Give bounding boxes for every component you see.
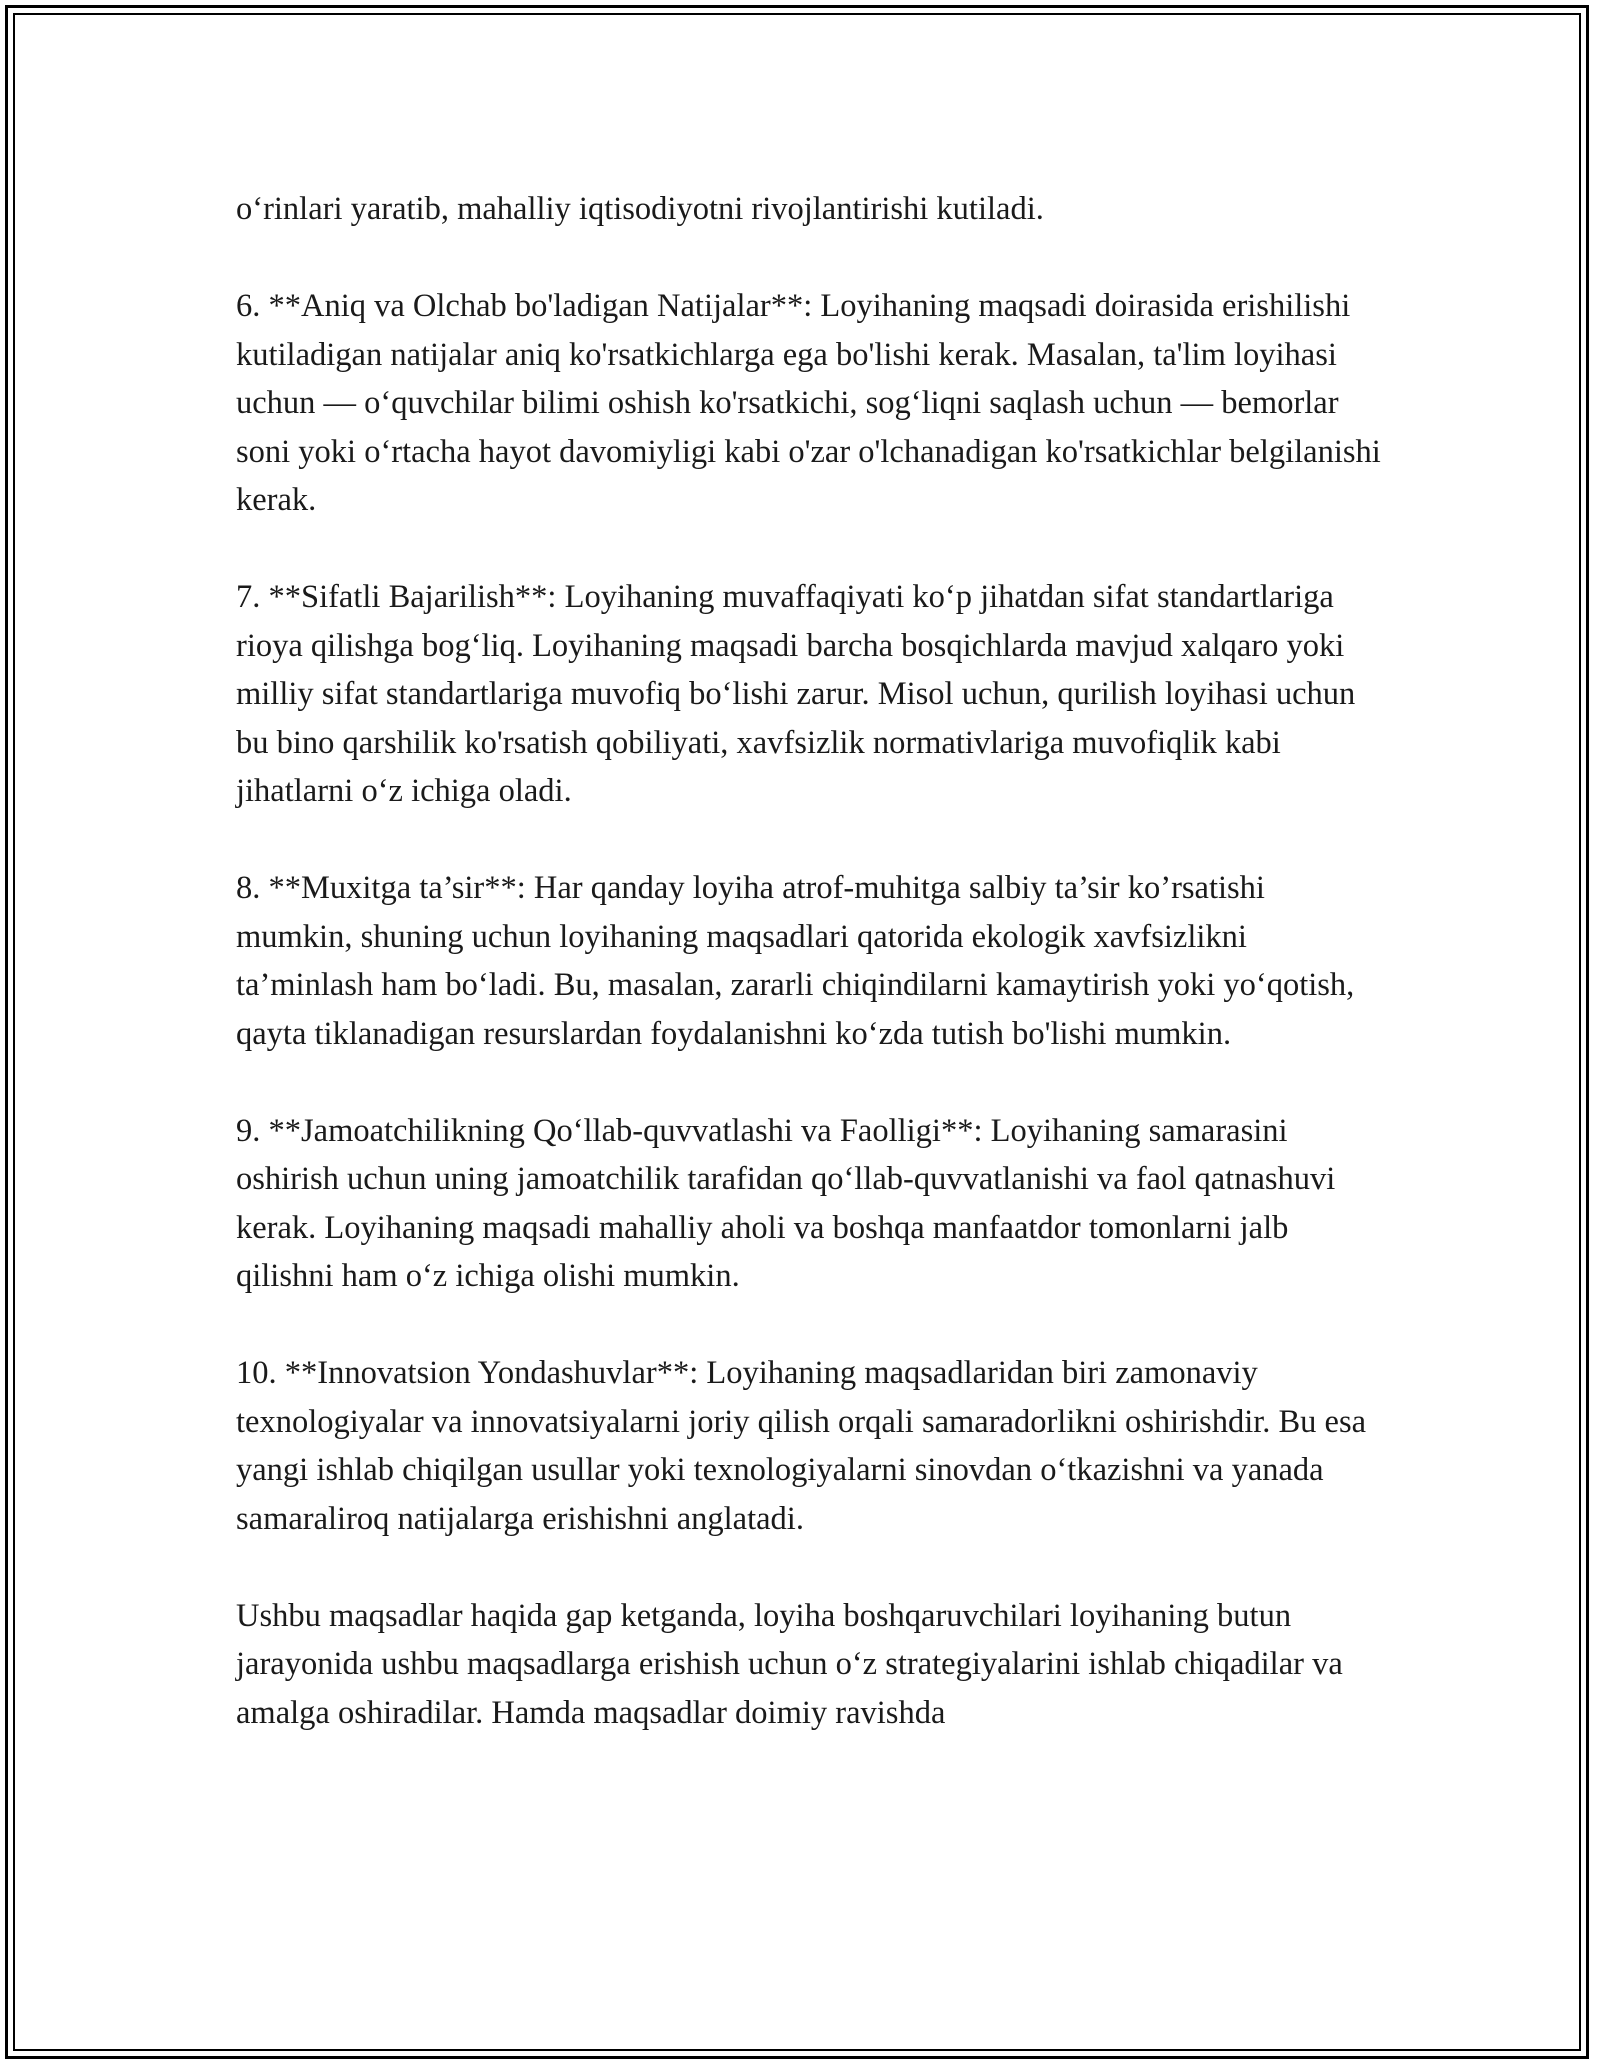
paragraph-continuation: o‘rinlari yaratib, mahalliy iqtisodiyotni rivojlantirishi kutiladi.	[236, 191, 1044, 227]
paragraph-item-7: 7. **Sifatli Bajarilish**: Loyihaning muvaffaqiyati ko‘p jihatdan sifat standartlariga rioya qilishga bog‘liq. Loyihaning maqsadi barcha bosqichlarda mavjud xalqaro yoki milliy sifat standartlariga muvofiq bo‘lishi zarur. Misol uchun, qurilish loyihasi uchun bu bino qarshilik ko'rsatish qobiliyati, xavfsizlik normativlariga muvofiqlik kabi jihatlarni o‘z ichiga oladi.	[236, 579, 1356, 809]
paragraph-item-10: 10. **Innovatsion Yondashuvlar**: Loyihaning maqsadlaridan biri zamonaviy texnologiyalar va innovatsiyalarni joriy qilish orqali samaradorlikni oshirishdir. Bu esa yangi ishlab chiqilgan usullar yoki texnologiyalarni sinovdan o‘tkazishni va yanada samaraliroq natijalarga erishishni anglatadi.	[236, 1355, 1367, 1537]
paragraph-item-9: 9. **Jamoatchilikning Qo‘llab-quvvatlashi va Faolligi**: Loyihaning samarasini oshirish uchun uning jamoatchilik tarafidan qo‘llab-quvvatlanishi va faol qatnashuvi kerak. Loyihaning maqsadi mahalliy aholi va boshqa manfaatdor tomonlarni jalb qilishni ham o‘z ichiga olishi mumkin.	[236, 1112, 1336, 1294]
paragraph-item-6: 6. **Aniq va Olchab bo'ladigan Natijalar**: Loyihaning maqsadi doirasida erishilishi kutiladigan natijalar aniq ko'rsatkichlarga ega bo'lishi kerak. Masalan, ta'lim loyihasi uchun — o‘quvchilar bilimi oshish ko'rsatkichi, sog‘liqni saqlash uchun — bemorlar soni yoki o‘rtacha hayot davomiyligi kabi o'zar o'lchanadigan ko'rsatkichlar belgilanishi kerak.	[236, 288, 1381, 518]
paragraph-conclusion: Ushbu maqsadlar haqida gap ketganda, loyiha boshqaruvchilari loyihaning butun jarayonida ushbu maqsadlarga erishish uchun o‘z strategiyalarini ishlab chiqadilar va amalga oshiradilar. Hamda maqsadlar doimiy ravishda	[236, 1597, 1343, 1731]
paragraph-item-8: 8. **Muxitga ta’sir**: Har qanday loyiha atrof-muhitga salbiy ta’sir ko’rsatishi mumkin, shuning uchun loyihaning maqsadlari qatorida ekologik xavfsizlikni ta’minlash ham bo‘ladi. Bu, masalan, zararli chiqindilarni kamaytirish yoki yo‘qotish, qayta tiklanadigan resurslardan foydalanishni ko‘zda tutish bo'lishi mumkin.	[236, 870, 1355, 1052]
document-body	[236, 185, 1386, 1786]
